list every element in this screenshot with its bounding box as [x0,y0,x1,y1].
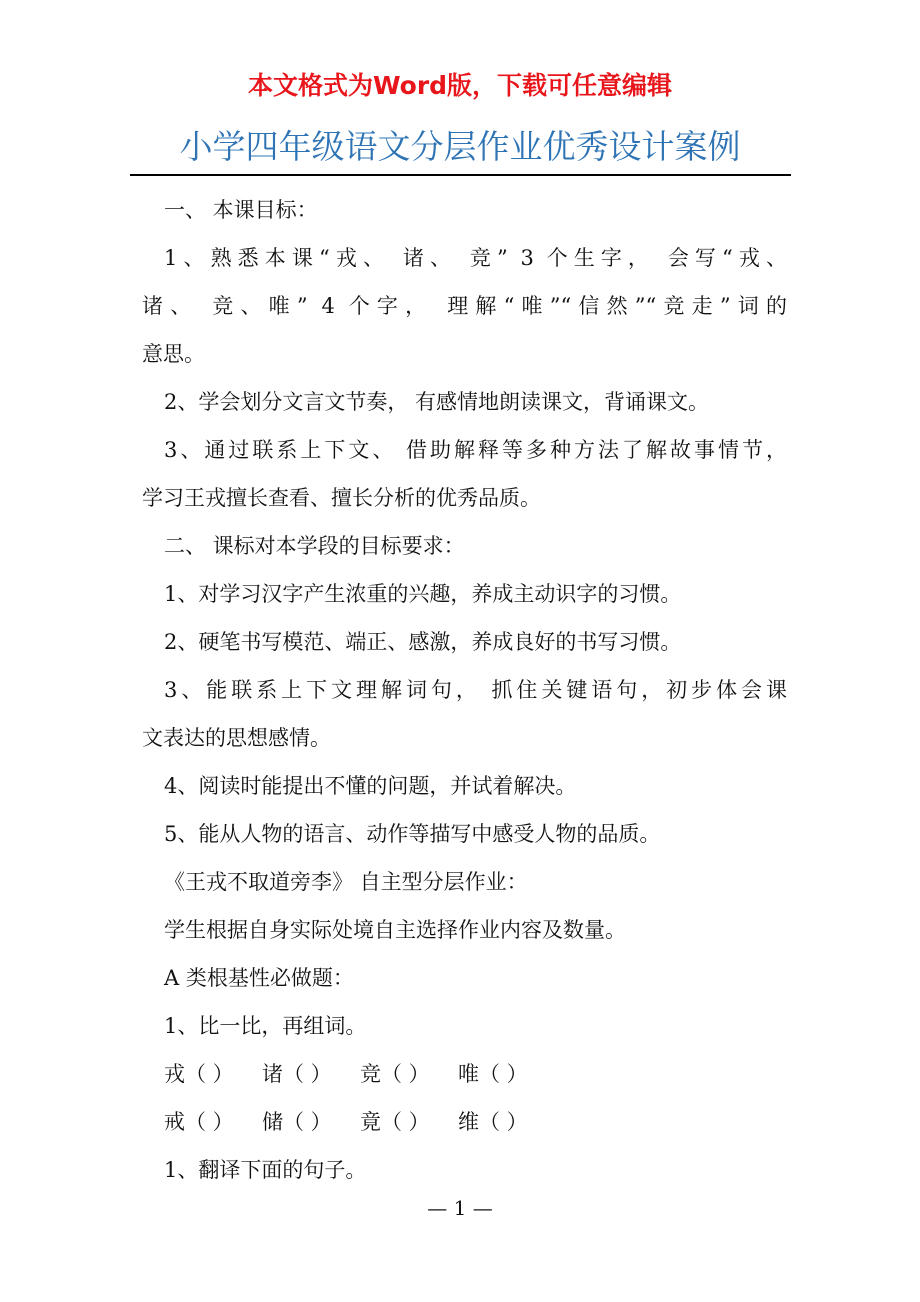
goal-item-1-line-2: 诸、 竞、唯” 4 个字， 理解“唯”“信然”“竞走”词的 [142,294,787,318]
standard-item-3-line-1: 3、能联系上下文理解词句， 抓住关键语句，初步体会课 [164,678,787,702]
compare-item: 诸（ ） [262,1062,332,1086]
homework-intro: 学生根据自身实际处境自主选择作业内容及数量。 [164,918,626,942]
compare-item: 储（ ） [262,1110,332,1134]
goal-item-2: 2、学会划分文言文节奏， 有感情地朗读课文，背诵课文。 [164,390,710,414]
compare-item: 维（ ） [458,1110,528,1134]
compare-row-1 [142,1050,787,1098]
compare-item: 唯（ ） [458,1062,528,1086]
document-body [142,186,787,1194]
section-heading-standards: 二、 课标对本学段的目标要求： [164,534,465,558]
goal-item-1-line-3: 意思。 [142,342,205,366]
editable-notice-banner: 本文格式为Word版，下载可任意编辑 [247,71,673,100]
compare-row-2 [142,1098,787,1146]
goal-item-3-line-1: 3、通过联系上下文、 借助解释等多种方法了解故事情节， [164,438,787,462]
homework-heading: 《王戎不取道旁李》 自主型分层作业： [164,870,528,894]
standard-item-2: 2、硬笔书写模范、端正、感激，养成良好的书写习惯。 [164,630,682,654]
section-heading-goals: 一、 本课目标： [164,198,318,222]
question-1-compare: 1、比一比，再组词。 [164,1014,367,1038]
compare-item: 戎（ ） [164,1062,234,1086]
title-divider [130,174,791,176]
goal-item-3-line-2: 学习王戎擅长查看、擅长分析的优秀品质。 [142,486,541,510]
compare-item: 竟（ ） [360,1110,430,1134]
compare-item: 戒（ ） [164,1110,234,1134]
document-title: 小学四年级语文分层作业优秀设计案例 [179,127,741,166]
standard-item-4: 4、阅读时能提出不懂的问题，并试着解决。 [164,774,577,798]
page-number: — 1 — [427,1196,493,1220]
goal-item-1-line-1: 1、熟悉本课“戎、 诸、 竞” 3 个生字， 会写“戎、 [164,246,787,270]
question-1-translate: 1、翻译下面的句子。 [164,1158,367,1182]
standard-item-5: 5、能从人物的语言、动作等描写中感受人物的品质。 [164,822,661,846]
standard-item-3-line-2: 文表达的思想感情。 [142,726,331,750]
compare-item: 竞（ ） [360,1062,430,1086]
category-a-heading: A 类根基性必做题： [164,966,354,990]
standard-item-1: 1、对学习汉字产生浓重的兴趣，养成主动识字的习惯。 [164,582,682,606]
